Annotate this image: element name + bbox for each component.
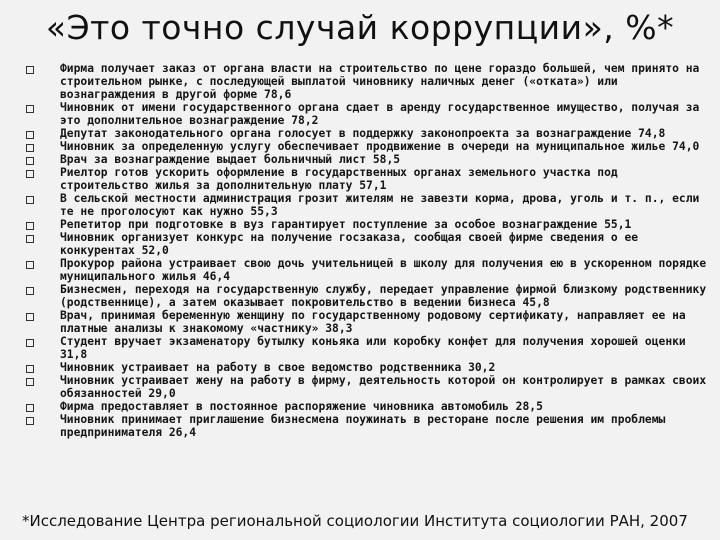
square-bullet-icon <box>26 378 34 386</box>
square-bullet-icon <box>26 105 34 113</box>
square-bullet-icon <box>26 222 34 230</box>
list-item-text: Фирма предоставляет в постоянное распоряжение чиновника автомобиль 28,5 <box>60 400 543 413</box>
list-item-text: Чиновник устраивает на работу в свое ведомство родственника 30,2 <box>60 361 496 374</box>
list-item-text: Бизнесмен, переходя на государственную службу, передает управление фирмой близкому родственнику (родственнице), а затем оказывает покровительство в ведении бизнеса 45,8 <box>60 283 707 309</box>
square-bullet-icon <box>26 287 34 295</box>
square-bullet-icon <box>26 365 34 373</box>
square-bullet-icon <box>26 170 34 178</box>
list-item-text: Фирма получает заказ от органа власти на строительство по цене гораздо большей, чем принято на строительном рынке, с последующей выплатой чиновнику наличных денег («отката») или вознаграждения в другой форме 78,6 <box>60 62 700 101</box>
list-item <box>26 192 708 218</box>
corruption-cases-list <box>26 62 708 439</box>
list-item <box>26 283 708 309</box>
square-bullet-icon <box>26 196 34 204</box>
list-item-text: Чиновник за определенную услугу обеспечивает продвижение в очереди на муниципальное жилье 74,0 <box>60 140 700 153</box>
list-item <box>26 140 708 153</box>
list-item <box>26 413 708 439</box>
list-item-text: Чиновник организует конкурс на получение госзаказа, сообщая своей фирме сведения о ее конкурентах 52,0 <box>60 231 639 257</box>
list-item-text: Депутат законодательного органа голосует в поддержку законопроекта за вознаграждение 74,8 <box>60 127 666 140</box>
list-item-text: Чиновник от имени государственного органа сдает в аренду государственное имущество, получая за это дополнительное вознаграждение 78,2 <box>60 101 700 127</box>
list-item <box>26 218 708 231</box>
list-item <box>26 166 708 192</box>
list-item <box>26 335 708 361</box>
list-item <box>26 400 708 413</box>
square-bullet-icon <box>26 235 34 243</box>
square-bullet-icon <box>26 261 34 269</box>
list-item <box>26 62 708 101</box>
square-bullet-icon <box>26 404 34 412</box>
list-item <box>26 361 708 374</box>
list-item-text: Чиновник принимает приглашение бизнесмена поужинать в ресторане после решения им проблемы предпринимателя 26,4 <box>60 413 666 439</box>
square-bullet-icon <box>26 417 34 425</box>
square-bullet-icon <box>26 131 34 139</box>
list-item <box>26 231 708 257</box>
list-item-text: Репетитор при подготовке в вуз гарантирует поступление за особое вознаграждение 55,1 <box>60 218 632 231</box>
list-item-text: Врач за вознаграждение выдает больничный лист 58,5 <box>60 153 401 166</box>
list-item-text: В сельской местности администрация грозит жителям не завезти корма, дрова, уголь и т. п., если те не проголосуют как нужно 55,3 <box>60 192 700 218</box>
list-item <box>26 101 708 127</box>
square-bullet-icon <box>26 339 34 347</box>
list-item <box>26 257 708 283</box>
list-item-text: Чиновник устраивает жену на работу в фирму, деятельность которой он контролирует в рамках своих обязанностей 29,0 <box>60 374 707 400</box>
source-footnote: *Исследование Центра региональной социологии Института социологии РАН, 2007 <box>22 512 688 530</box>
list-item-text: Врач, принимая беременную женщину по государственному родовому сертификату, направляет ее на платные анализы к знакомому «частнику» 38,3 <box>60 309 686 335</box>
slide-title: «Это точно случай коррупции», %* <box>45 8 675 47</box>
square-bullet-icon <box>26 66 34 74</box>
list-item-text: Студент вручает экзаменатору бутылку коньяка или коробку конфет для получения хорошей оценки 31,8 <box>60 335 686 361</box>
list-item-text: Прокурор района устраивает свою дочь учительницей в школу для получения ею в ускоренном порядке муниципального жилья 46,4 <box>60 257 707 283</box>
list-item <box>26 374 708 400</box>
list-item <box>26 309 708 335</box>
square-bullet-icon <box>26 157 34 165</box>
list-item <box>26 127 708 140</box>
square-bullet-icon <box>26 313 34 321</box>
list-item-text: Риелтор готов ускорить оформление в государственных органах земельного участка под строительство жилья за дополнительную плату 57,1 <box>60 166 618 192</box>
square-bullet-icon <box>26 144 34 152</box>
list-item <box>26 153 708 166</box>
